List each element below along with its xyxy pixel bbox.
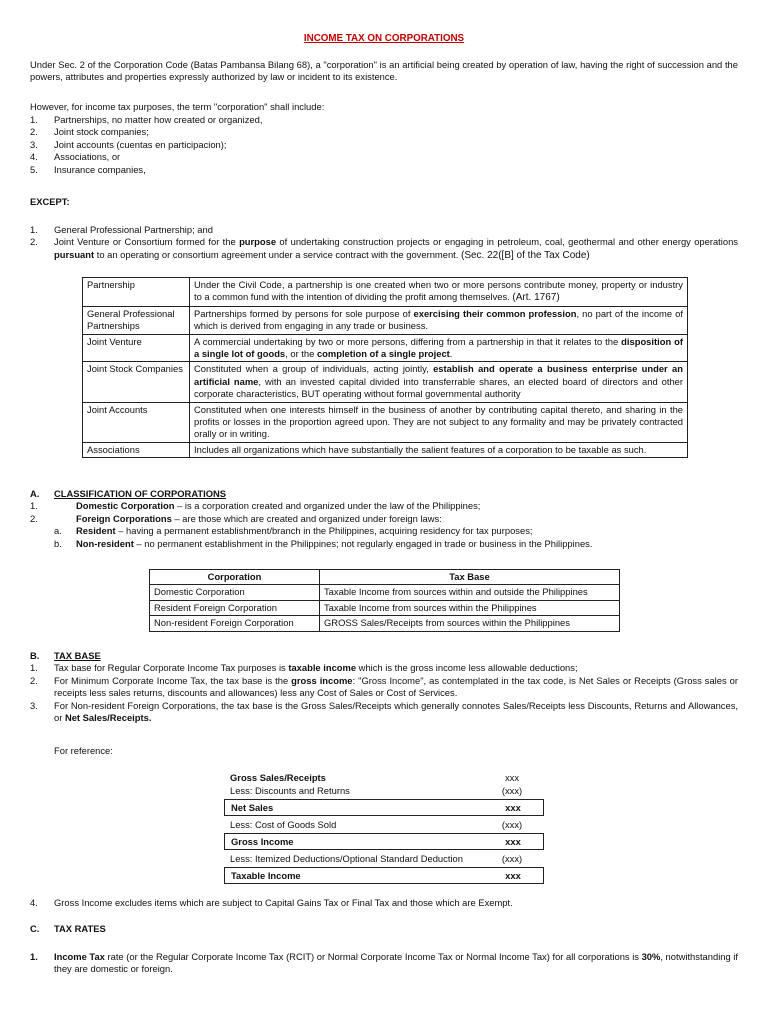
calc-row: Gross Income xxx bbox=[224, 833, 544, 850]
tax-base-table bbox=[149, 569, 620, 632]
list-item: 2. For Minimum Corporate Income Tax, the tax base is the gross income: "Gross Income", as contemplated in the tax code, is Net Sales or Receipts (Gross sales or receipts less sales returns, discounts and allowances) less any Cost of Sales or Cost of Services. bbox=[30, 674, 738, 699]
table-row bbox=[83, 278, 688, 307]
term-cell: Associations bbox=[83, 442, 190, 457]
section-heading: C. TAX RATES bbox=[30, 923, 106, 934]
calc-row: Net Sales xxx bbox=[224, 799, 544, 816]
table-header-row bbox=[150, 570, 620, 585]
except-heading: EXCEPT: bbox=[30, 196, 70, 207]
column-header: Tax Base bbox=[320, 570, 620, 585]
list-item: 2. Foreign Corporations – are those which are created and organized under foreign laws: bbox=[30, 512, 442, 524]
definition-cell: A commercial undertaking by two or more persons, differing from a partnership in that it relates to the disposition of a single lot of goods, or the completion of a single project. bbox=[190, 334, 688, 362]
list-item: 3. Joint accounts (cuentas en participacion); bbox=[30, 138, 227, 150]
definition-cell: Constituted when one interests himself in the business of another by contributing capital thereto, and sharing in the profits or losses in the proportion agreed upon. They are not subject to any formality and may be privately contracted orally or in writing. bbox=[190, 402, 688, 442]
definition-cell: Includes all organizations which have substantially the salient features of a corporation to be taxable as such. bbox=[190, 442, 688, 457]
definition-cell: Constituted when a group of individuals, acting jointly, establish and operate a business enterprise under an artificial name, with an invested capital divided into transferrable shares, an elected board of directors and other corporate characteristics, BUT operating without formal governmental authority bbox=[190, 362, 688, 402]
list-item: 1. Tax base for Regular Corporate Income Tax purposes is taxable income which is the gross income less allowable deductions; bbox=[30, 662, 578, 674]
table-cell: Taxable Income from sources within and outside the Philippines bbox=[320, 585, 620, 600]
term-cell: Partnership bbox=[83, 278, 190, 307]
include-lead: However, for income tax purposes, the term "corporation" shall include: bbox=[30, 101, 325, 112]
calc-row: Less: Itemized Deductions/Optional Standard Deduction (xxx) bbox=[230, 853, 523, 864]
list-item: a. Resident – having a permanent establishment/branch in the Philippines, acquiring residency for tax purposes; bbox=[54, 525, 533, 537]
intro-paragraph: Under Sec. 2 of the Corporation Code (Batas Pambansa Bilang 68), a "corporation" is an artificial being created by operation of law, having the right of succession and the powers, attributes and properties expressly authorized by law or incident to its existence. bbox=[30, 59, 738, 83]
table-cell: Non-resident Foreign Corporation bbox=[150, 616, 320, 631]
income-tax-rate: 1. Income Tax rate (or the Regular Corporate Income Tax (RCIT) or Normal Corporate Income Tax or Normal Income Tax) for all corporations is 30%, notwithstanding if they are domestic or foreign. bbox=[30, 951, 738, 975]
include-list bbox=[30, 114, 738, 176]
list-item: b. Non-resident – no permanent establishment in the Philippines; not regularly engaged in trade or business in the Philippines. bbox=[54, 537, 593, 549]
definition-cell: Partnerships formed by persons for sole purpose of exercising their common profession, no part of the income of which is derived from engaging in any trade or business. bbox=[190, 306, 688, 334]
table-cell: Resident Foreign Corporation bbox=[150, 600, 320, 615]
calc-row: Less: Discounts and Returns (xxx) bbox=[230, 785, 523, 796]
except-list bbox=[30, 224, 738, 262]
term-cell: General Professional Partnerships bbox=[83, 306, 190, 334]
income-computation bbox=[224, 770, 544, 884]
table-row bbox=[83, 362, 688, 402]
definition-cell: Under the Civil Code, a partnership is one created when two or more persons contribute money, property or industry to a common fund with the intention of dividing the profit among themselves. (Art. 1767) bbox=[190, 278, 688, 307]
term-cell: Joint Accounts bbox=[83, 402, 190, 442]
calc-row: Gross Sales/Receipts xxx bbox=[230, 772, 520, 783]
table-row bbox=[150, 600, 620, 615]
list-item: 4. Associations, or bbox=[30, 151, 121, 163]
table-row bbox=[83, 334, 688, 362]
section-heading: B. TAX BASE bbox=[30, 650, 101, 661]
list-item: 3. For Non-resident Foreign Corporations, the tax base is the Gross Sales/Receipts which generally connotes Sales/Receipts less Discounts, Returns and Allowances, or Net Sales/Receipts. bbox=[30, 699, 738, 724]
list-item: 5. Insurance companies, bbox=[30, 163, 146, 175]
definitions-table bbox=[82, 277, 688, 458]
calc-row: Taxable Income xxx bbox=[224, 867, 544, 884]
section-b bbox=[30, 650, 738, 724]
list-item: 4. Gross Income excludes items which are subject to Capital Gains Tax or Final Tax and those which are Exempt. bbox=[30, 897, 513, 908]
table-cell: Taxable Income from sources within the Philippines bbox=[320, 600, 620, 615]
document-title: INCOME TAX ON CORPORATIONS bbox=[303, 33, 465, 44]
table-row bbox=[83, 442, 688, 457]
table-cell: Domestic Corporation bbox=[150, 585, 320, 600]
table-cell: GROSS Sales/Receipts from sources within the Philippines bbox=[320, 616, 620, 631]
list-item: 2. Joint Venture or Consortium formed for the purpose of undertaking construction projects or engaging in petroleum, coal, geothermal and other energy operations pursuant to an operating or consortium agreement under a service contract with the government. (Sec. 22([B] of the Tax Code) bbox=[30, 236, 738, 261]
reference-label: For reference: bbox=[54, 745, 113, 756]
table-row bbox=[83, 402, 688, 442]
column-header: Corporation bbox=[150, 570, 320, 585]
section-a bbox=[30, 488, 738, 550]
term-cell: Joint Stock Companies bbox=[83, 362, 190, 402]
table-row bbox=[83, 306, 688, 334]
term-cell: Joint Venture bbox=[83, 334, 190, 362]
table-row bbox=[150, 585, 620, 600]
table-row bbox=[150, 616, 620, 631]
calc-row: Less: Cost of Goods Sold (xxx) bbox=[230, 819, 523, 830]
list-item: 2. Joint stock companies; bbox=[30, 126, 149, 138]
list-item: 1. Partnerships, no matter how created or organized, bbox=[30, 114, 263, 125]
list-item: 1. General Professional Partnership; and bbox=[30, 224, 213, 235]
list-item: 1. Domestic Corporation – is a corporation created and organized under the law of the Philippines; bbox=[30, 500, 481, 512]
section-heading: A. CLASSIFICATION OF CORPORATIONS bbox=[30, 488, 227, 499]
